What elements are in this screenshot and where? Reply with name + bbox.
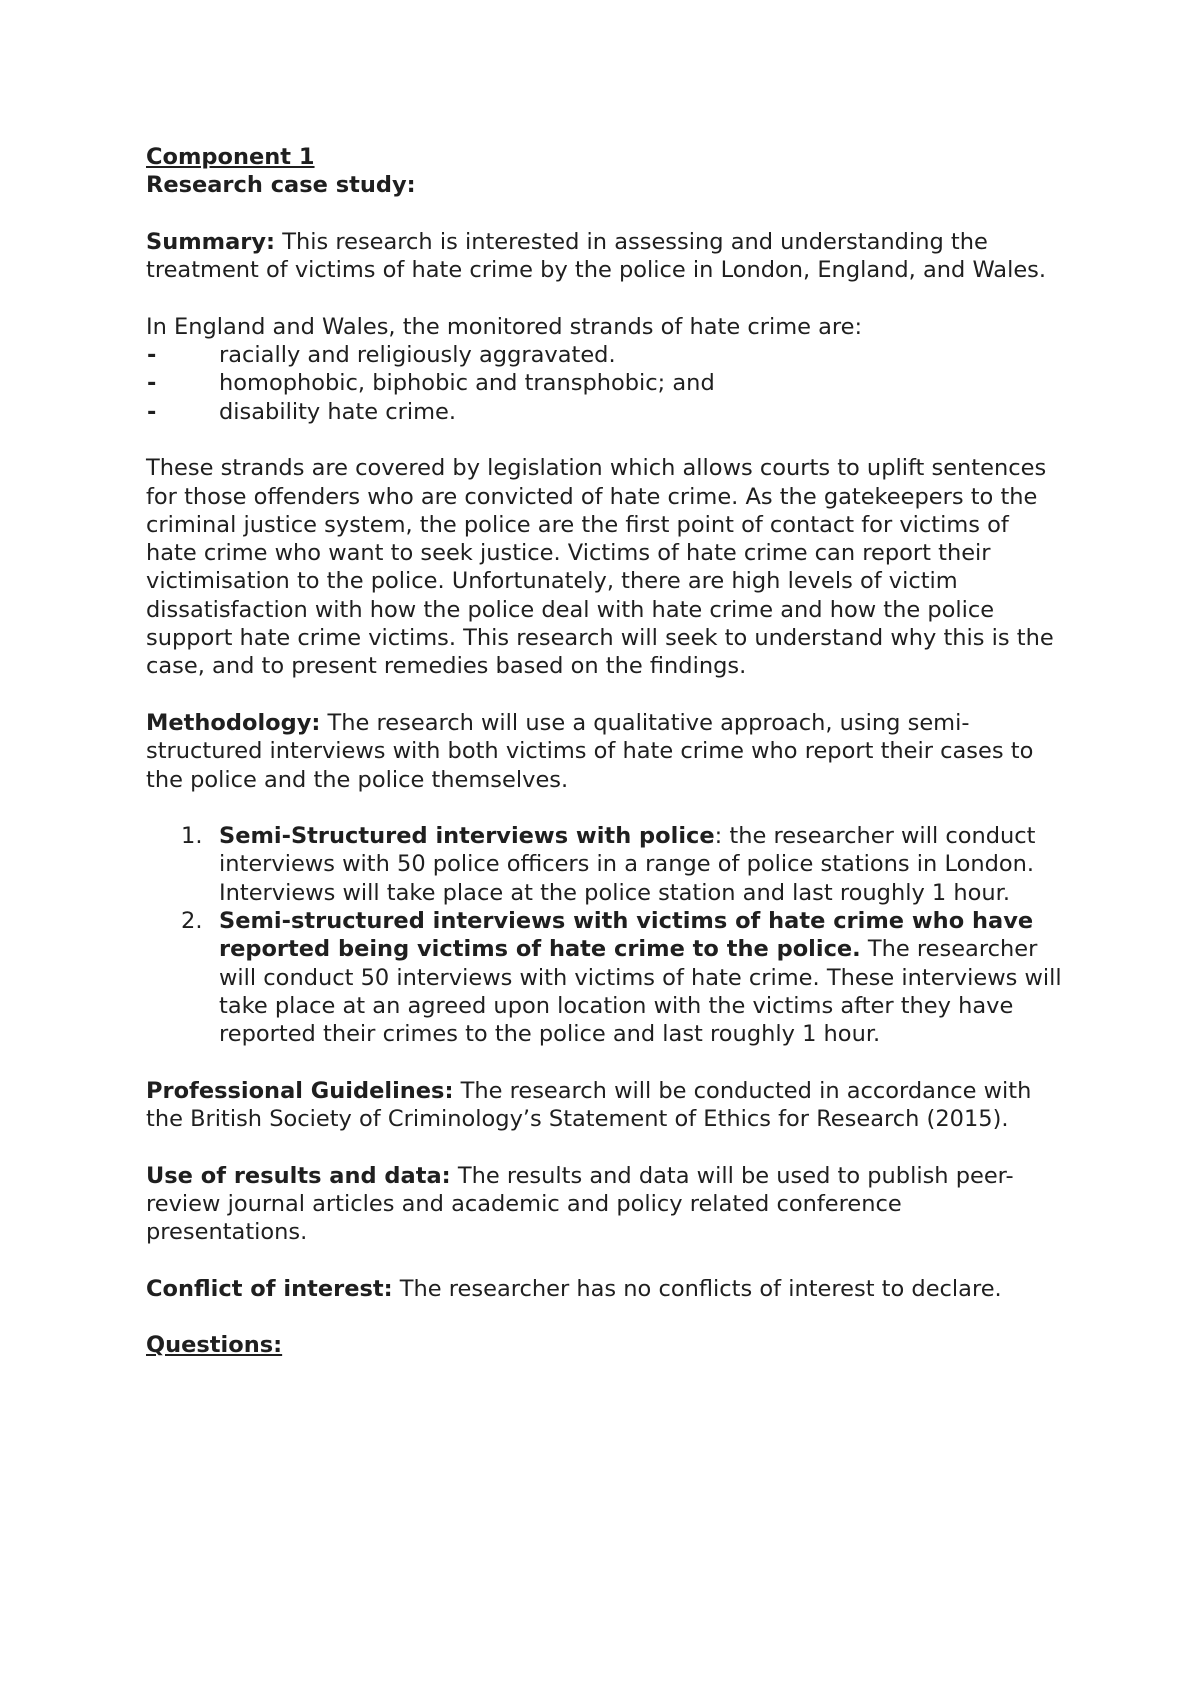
methodology-text: The research will use a qualitative approach, using semi-structured interviews with both victims of hate crime who report their cases to the police and the police themselves. [146, 709, 1034, 793]
strand-item-text: racially and religiously aggravated. [219, 342, 616, 369]
item-number: 2. [181, 908, 203, 935]
summary-label: Summary: [146, 228, 276, 255]
strands-list [146, 341, 1066, 426]
case-study-title: Research case study: [146, 172, 416, 199]
item-bold-lead: Semi-structured interviews with victims of hate crime who have reported being victims of hate crime to the police. [219, 908, 1034, 963]
component-title: Component 1 [146, 144, 315, 170]
questions-heading: Questions: [146, 1332, 283, 1359]
dash-bullet: - [147, 370, 157, 397]
document-page [146, 143, 1066, 1360]
use-of-results-label: Use of results and data: [146, 1162, 451, 1189]
list-item [146, 369, 1066, 397]
summary-text: This research is interested in assessing and understanding the treatment of victims of hate crime by the police in London, England, and Wales. [146, 228, 1047, 284]
strands-intro: In England and Wales, the monitored strands of hate crime are: [146, 313, 863, 340]
use-of-results-text: The results and data will be used to publish peer-review journal articles and academic and policy related conference presentations. [146, 1162, 1014, 1246]
summary-paragraph [146, 228, 1066, 285]
conflict-text: The researcher has no conflicts of interest to declare. [392, 1275, 1002, 1302]
use-of-results-paragraph [146, 1162, 1066, 1247]
guidelines-text: The research will be conducted in accordance with the British Society of Criminology’s Statement of Ethics for Research (2015). [146, 1077, 1032, 1133]
methodology-label: Methodology: [146, 709, 321, 736]
methodology-paragraph [146, 709, 1066, 794]
guidelines-paragraph [146, 1077, 1066, 1134]
dash-bullet: - [147, 342, 157, 369]
list-item [146, 398, 1066, 426]
strands-paragraph: These strands are covered by legislation which allows courts to uplift sentences for those offenders who are convicted of hate crime. As the gatekeepers to the criminal justice system, the police are the first point of contact for victims of hate crime who want to seek justice. Victims of hate crime can report their victimisation to the police. Unfortunately, there are high levels of victim dissatisfaction with how the police deal with hate crime and how the police support hate crime victims. This research will seek to understand why this is the case, and to present remedies based on the findings. [146, 455, 1054, 680]
list-item [146, 907, 1066, 1048]
conflict-label: Conflict of interest: [146, 1275, 393, 1302]
guidelines-label: Professional Guidelines: [146, 1077, 454, 1104]
strand-item-text: disability hate crime. [219, 398, 457, 425]
dash-bullet: - [147, 398, 157, 425]
conflict-paragraph [146, 1275, 1066, 1303]
item-bold-lead: Semi-Structured interviews with police [219, 823, 715, 850]
list-item [146, 341, 1066, 369]
methodology-list [146, 822, 1066, 1048]
item-text: The researcher will conduct 50 interviews with victims of hate crime. These interviews will take place at an agreed upon location with the victims after they have reported their crimes to the police and last roughly 1 hour. [219, 936, 1062, 1048]
strand-item-text: homophobic, biphobic and transphobic; and [219, 370, 715, 397]
item-number: 1. [181, 823, 203, 850]
item-text: : the researcher will conduct interviews with 50 police officers in a range of police stations in London. Interviews will take place at the police station and last roughly 1 hour. [219, 823, 1036, 906]
list-item [146, 822, 1066, 907]
